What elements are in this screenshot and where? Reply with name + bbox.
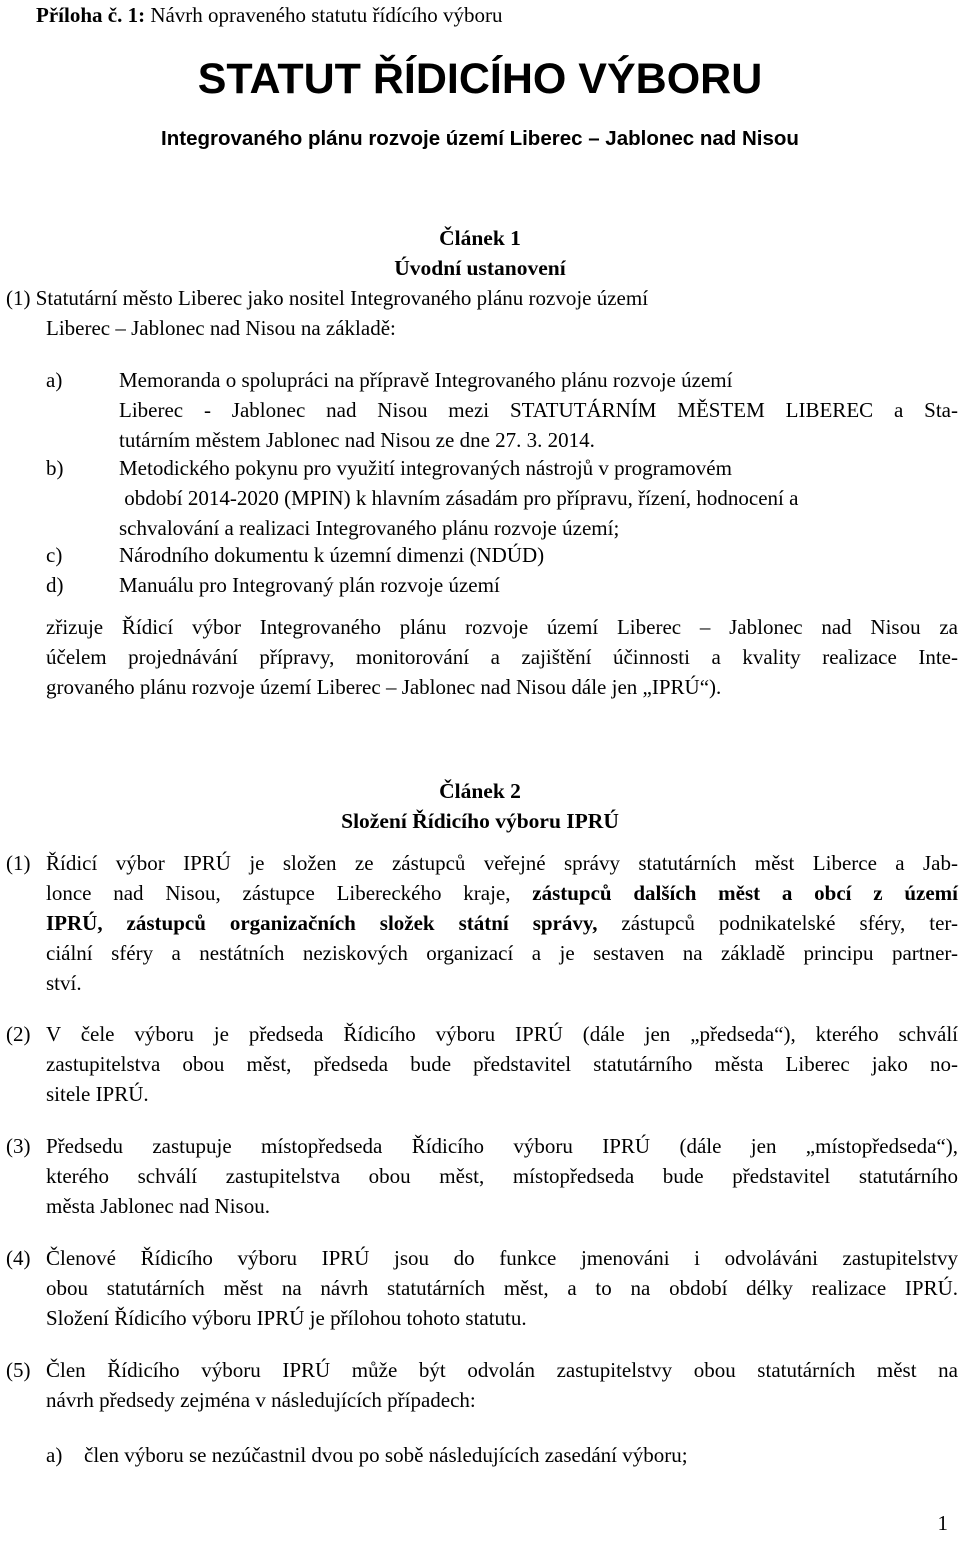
page-number: 1 — [937, 1511, 948, 1535]
list-item-line: schvalování a realizaci Integrovaného plánu rozvoje území; — [119, 516, 620, 540]
paragraph-line: Složení Řídicího výboru IPRÚ je přílohou tohoto statutu. — [46, 1306, 527, 1330]
list-item-line: Manuálu pro Integrovaný plán rozvoje území — [119, 573, 500, 597]
attachment-description: Návrh opraveného statutu řídícího výboru — [145, 3, 503, 27]
list-marker: a) — [46, 368, 63, 392]
article-2-paragraph-3 — [46, 1131, 958, 1221]
paragraph-line: obou statutárních měst na návrh statutárních měst, a to na období délky realizace IPRÚ. — [46, 1276, 958, 1300]
list-marker: d) — [46, 573, 64, 597]
paragraph-marker: (5) — [6, 1358, 31, 1382]
paragraph-line: zastupitelstva obou měst, předseda bude představitel statutárního města Liberec jako no- — [46, 1052, 958, 1076]
article-2-paragraph-2 — [46, 1019, 958, 1109]
list-item-a — [119, 365, 958, 455]
paragraph-line: návrh předsedy zejména v následujících případech: — [46, 1388, 476, 1412]
paragraph-line: V čele výboru je předseda Řídicího výboru IPRÚ (dále jen „předseda“), kterého schválí — [46, 1022, 958, 1046]
closing-line: grovaného plánu rozvoje území Liberec – Jablonec nad Nisou dále jen „IPRÚ“). — [46, 675, 722, 699]
paragraph-line: Předsedu zastupuje místopředseda Řídicího výboru IPRÚ (dále jen „místopředseda“), — [46, 1134, 958, 1158]
paragraph-marker: (2) — [6, 1022, 31, 1046]
article-1-closing — [46, 612, 958, 702]
paragraph-line: Členové Řídicího výboru IPRÚ jsou do funkce jmenováni i odvoláváni zastupitelstvy — [46, 1246, 958, 1270]
paragraph-line — [46, 908, 958, 938]
list-marker: a) — [46, 1443, 63, 1467]
article-1-intro-line: (1) Statutární město Liberec jako nositel Integrovaného plánu rozvoje území — [6, 286, 649, 310]
list-item-line: člen výboru se nezúčastnil dvou po sobě následujících zasedání výboru; — [84, 1443, 688, 1467]
list-marker: b) — [46, 456, 64, 480]
paragraph-bold-text: IPRÚ, zástupců organizačních složek státní správy, — [46, 911, 598, 935]
article-2-paragraph-5-item-a — [84, 1440, 958, 1470]
list-item-d — [119, 570, 958, 600]
closing-line: zřizuje Řídicí výbor Integrovaného plánu rozvoje území Liberec – Jablonec nad Nisou za — [46, 615, 958, 639]
list-item-line: období 2014-2020 (MPIN) k hlavním zásadám pro přípravu, řízení, hodnocení a — [119, 486, 799, 510]
article-2-paragraph-4 — [46, 1243, 958, 1333]
closing-line: účelem projednávání přípravy, monitorování a zajištění účinnosti a kvality realizace Inte- — [46, 645, 958, 669]
article-2-paragraph-5 — [46, 1355, 958, 1415]
paragraph-line: ství. — [46, 971, 82, 995]
list-item-line: Liberec - Jablonec nad Nisou mezi STATUTÁRNÍM MĚSTEM LIBEREC a Sta- — [119, 398, 958, 422]
attachment-label: Příloha č. 1: — [36, 3, 146, 27]
document-subtitle: Integrovaného plánu rozvoje území Liberec – Jablonec nad Nisou — [161, 127, 799, 150]
paragraph-marker: (3) — [6, 1134, 31, 1158]
list-item-b — [119, 453, 958, 543]
document-title: STATUT ŘÍDICÍHO VÝBORU — [197, 55, 763, 103]
article-1-heading: Článek 1 — [439, 226, 521, 250]
article-1-name: Úvodní ustanovení — [394, 256, 566, 280]
article-2-name: Složení Řídicího výboru IPRÚ — [341, 809, 619, 833]
paragraph-line: sitele IPRÚ. — [46, 1082, 149, 1106]
list-item-line: Memoranda o spolupráci na přípravě Integrovaného plánu rozvoje území — [119, 368, 733, 392]
article-2-heading: Článek 2 — [439, 779, 521, 803]
list-item-line: Metodického pokynu pro využití integrovaných nástrojů v programovém — [119, 456, 732, 480]
paragraph-line: Řídicí výbor IPRÚ je složen ze zástupců veřejné správy statutárních měst Liberce a Jab- — [46, 851, 958, 875]
article-1-intro — [6, 283, 906, 313]
list-marker: c) — [46, 543, 63, 567]
article-1-intro-cont — [46, 313, 926, 343]
paragraph-marker: (1) — [6, 851, 31, 875]
article-2-paragraph-1 — [46, 848, 958, 998]
paragraph-bold-text: zástupců dalších měst a obcí z území — [532, 881, 959, 905]
paragraph-line: ciální sféry a nestátních neziskových organizací a je sestaven na základě principu partner- — [46, 941, 958, 965]
list-item-c — [119, 540, 958, 570]
attachment-header — [36, 2, 503, 28]
paragraph-line — [46, 878, 958, 908]
paragraph-text: zástupců podnikatelské sféry, ter- — [597, 911, 958, 935]
paragraph-line: Člen Řídicího výboru IPRÚ může být odvolán zastupitelstvy obou statutárních měst na — [46, 1358, 958, 1382]
list-item-line: tutárním městem Jablonec nad Nisou ze dne 27. 3. 2014. — [119, 428, 595, 452]
paragraph-text: lonce nad Nisou, zástupce Libereckého kraje, — [46, 881, 533, 905]
paragraph-line: kterého schválí zastupitelstva obou měst, místopředseda bude představitel statutárního — [46, 1164, 958, 1188]
paragraph-marker: (4) — [6, 1246, 31, 1270]
paragraph-line: města Jablonec nad Nisou. — [46, 1194, 270, 1218]
article-1-intro-line: Liberec – Jablonec nad Nisou na základě: — [46, 316, 396, 340]
list-item-line: Národního dokumentu k územní dimenzi (NDÚD) — [119, 543, 545, 567]
